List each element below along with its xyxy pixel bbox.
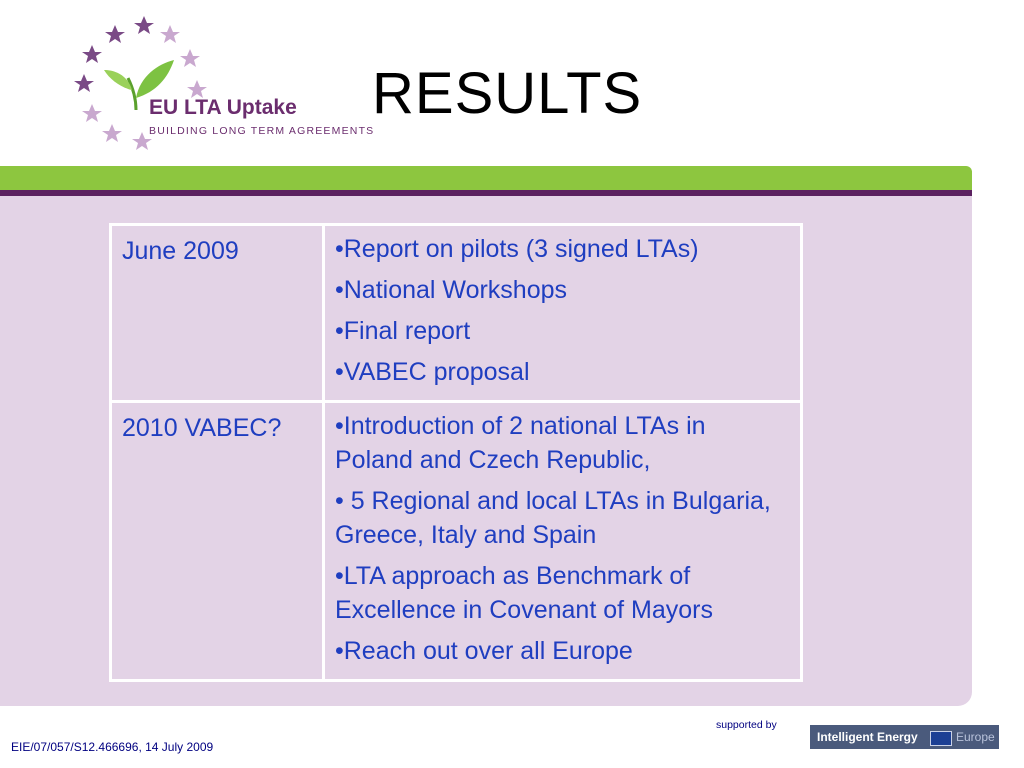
list-item: • 5 Regional and local LTAs in Bulgaria, Greece, Italy and Spain (335, 487, 771, 549)
results-cell (324, 402, 802, 681)
list-item: •VABEC proposal (335, 358, 530, 386)
supported-by-label: supported by (716, 719, 777, 731)
list-item: •Introduction of 2 national LTAs in Poland and Czech Republic, (335, 412, 706, 474)
table-row (111, 225, 802, 402)
intelligent-energy-europe-logo (810, 725, 999, 749)
list-item: •National Workshops (335, 276, 568, 304)
list-item: •Report on pilots (3 signed LTAs) (335, 235, 699, 263)
slide-title: RESULTS (372, 61, 643, 126)
eu-flag-icon (930, 731, 952, 746)
results-table (109, 223, 803, 682)
header-green-bar (0, 166, 972, 190)
list-item: •Reach out over all Europe (335, 637, 633, 665)
period-cell: 2010 VABEC? (111, 402, 324, 681)
eu-lta-uptake-logo (70, 12, 380, 152)
logo-title: EU LTA Uptake (149, 96, 297, 119)
document-reference: EIE/07/057/S12.466696, 14 July 2009 (11, 740, 214, 754)
list-item: •LTA approach as Benchmark of Excellence in Covenant of Mayors (335, 562, 713, 624)
table-row (111, 402, 802, 681)
logo-subtitle: BUILDING LONG TERM AGREEMENTS (149, 125, 375, 137)
iee-logo-text: Intelligent Energy (817, 730, 918, 744)
list-item: •Final report (335, 317, 471, 345)
iee-logo-europe: Europe (956, 730, 995, 744)
period-cell: June 2009 (111, 225, 324, 402)
results-cell (324, 225, 802, 402)
